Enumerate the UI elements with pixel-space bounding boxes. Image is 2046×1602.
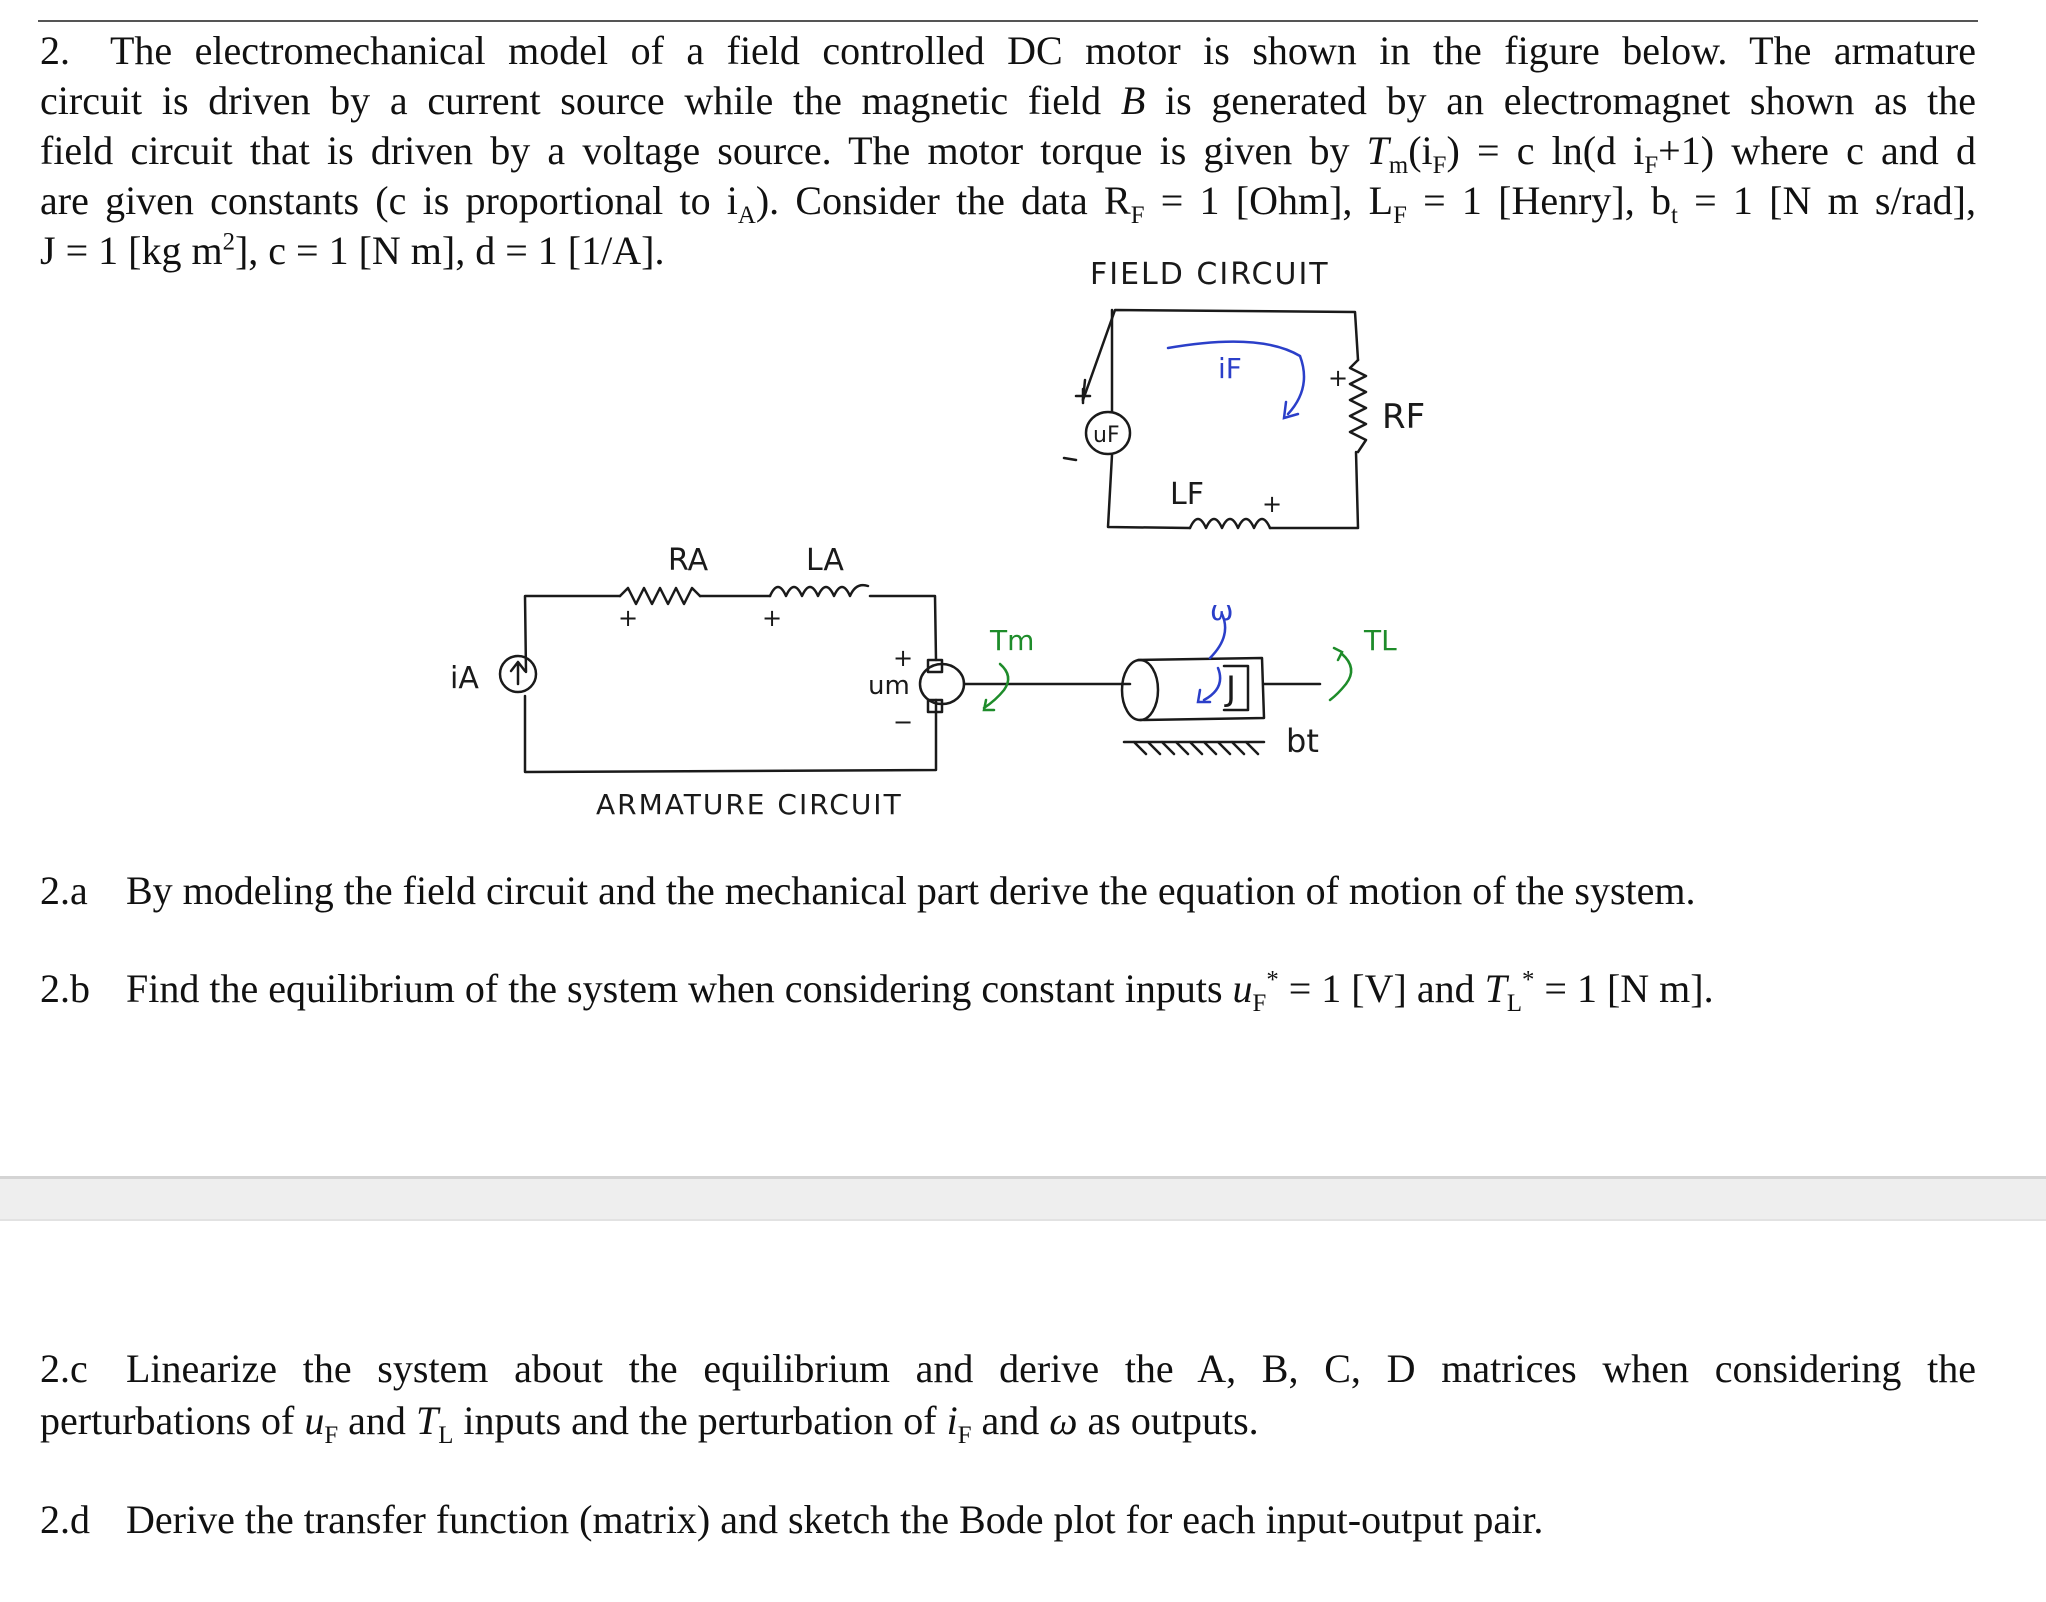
minus-um: − (893, 708, 914, 736)
problem-statement: 2. The electromechanical model of a field controlled DC motor is shown in the figure below. The armature circuit is driven by a current source while the magnetic field B is generated by an electromagnet shown as the field circuit that is driven by a voltage source. The motor torque is given by $T_m(i_F) = c$ ln(d $i_F+1$) where c and d are given constants (c is proportional to $i_A$). Consider the data $R_F = 1$ [Ohm], $L_F = 1$ [Henry], $b_t = 1$ [N m s/rad], J = 1 [kg $m^2$], c = 1 [N m], d = 1 [1/A]. (40, 28, 1976, 273)
question-2d (40, 1494, 1976, 1546)
resistor-RF (1350, 360, 1366, 452)
label-J: J (1226, 669, 1237, 709)
armature-circuit-wire (525, 596, 620, 672)
inductor-LA (770, 585, 868, 596)
plus-RA: + (618, 604, 639, 632)
plus-um: + (893, 644, 914, 672)
inductor-LF (1190, 519, 1270, 528)
label-iF: iF (1218, 352, 1242, 385)
question-2a-text: By modeling the field circuit and the mechanical part derive the equation of motion of the system. (126, 868, 1696, 913)
plus-LA: + (762, 604, 783, 632)
question-2b: 2.b Find the equilibrium of the system when considering constant inputs $u_F^* = 1$ [V] and $T_L^* = 1$ [N m]. (40, 963, 1976, 1015)
question-2d-label: 2.d (40, 1497, 90, 1542)
label-omega: ω (1210, 594, 1234, 627)
question-2b-label: 2.b (40, 966, 90, 1011)
label-LF: LF (1170, 477, 1204, 512)
label-TL: TL (1364, 624, 1397, 657)
label-RA: RA (668, 543, 709, 578)
question-2a-label: 2.a (40, 868, 88, 913)
armature-circuit-title: ARMATURE CIRCUIT (596, 788, 903, 821)
ground-hatch (1124, 742, 1264, 754)
resistor-RA (620, 588, 700, 604)
label-um: um (868, 671, 910, 701)
question-2d-text: Derive the transfer function (matrix) and sketch the Bode plot for each input-output pair. (126, 1497, 1544, 1542)
TL-arrow (1330, 654, 1351, 700)
section-separator (0, 1176, 2046, 1221)
question-2c-label: 2.c (40, 1346, 88, 1391)
plus-RF: + (1328, 364, 1349, 392)
label-Tm: Tm (990, 624, 1035, 657)
Tm-arrow (984, 664, 1008, 708)
question-2c: 2.c Linearize the system about the equilibrium and derive the A, B, C, D matrices when considering the perturbations of $u_F$ and $T_L$ inputs and the perturbation of $i_F$ and ω as outputs. (40, 1343, 1976, 1447)
label-uF: uF (1093, 423, 1120, 448)
label-RF: RF (1382, 397, 1426, 437)
label-iA: iA (450, 661, 479, 696)
plus-LF: + (1262, 490, 1283, 518)
field-circuit-title: FIELD CIRCUIT (1090, 257, 1330, 292)
question-2a (40, 865, 1976, 917)
problem-number: 2. (40, 28, 70, 73)
label-bt: bt (1286, 722, 1319, 760)
label-LA: LA (806, 543, 844, 578)
